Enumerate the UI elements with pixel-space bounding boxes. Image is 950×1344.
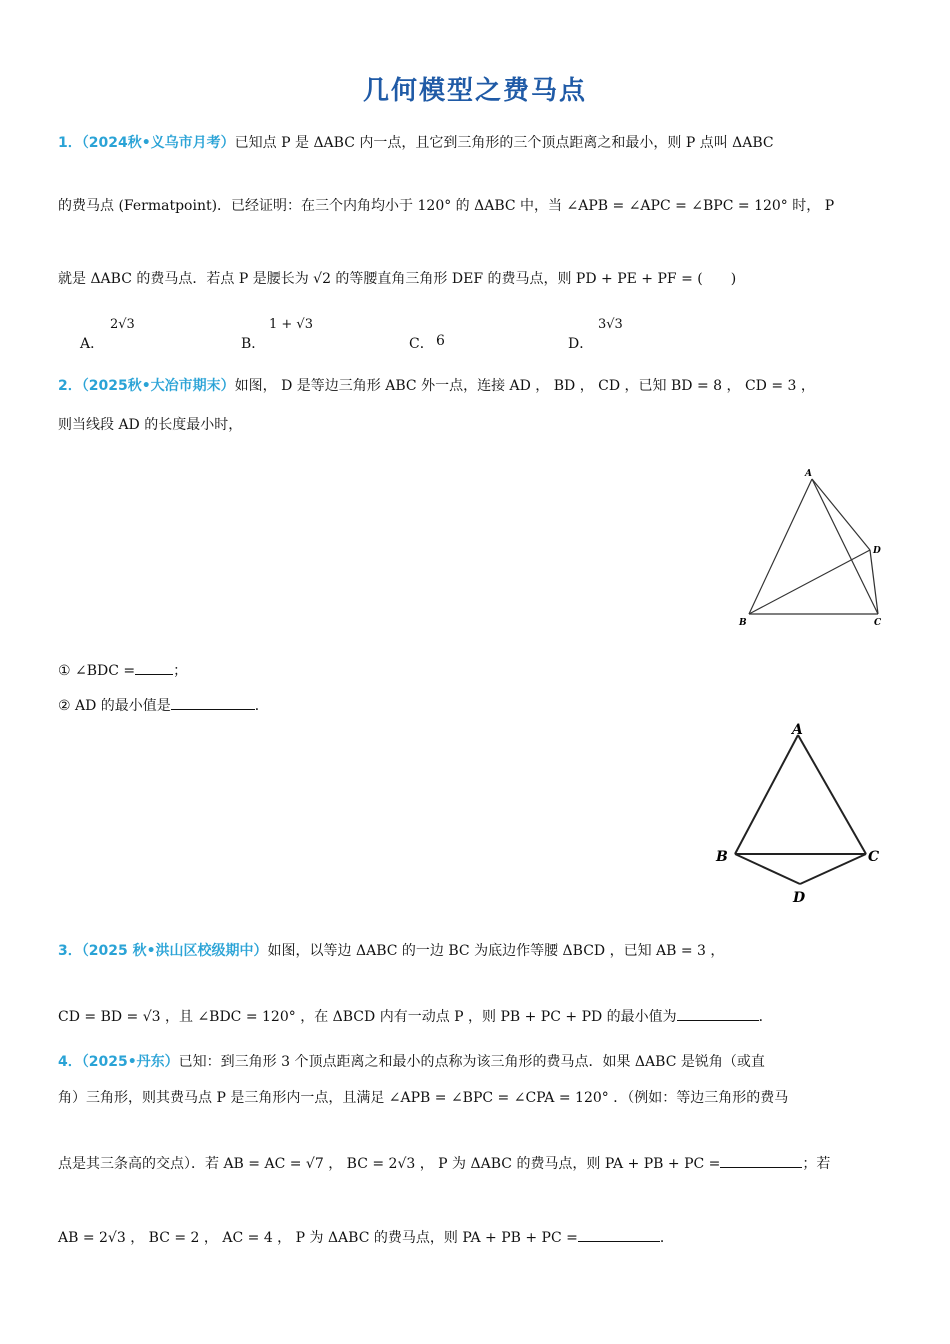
option-b-label: B． <box>241 336 266 352</box>
edge-ab <box>749 479 812 614</box>
question-3-number: 3． <box>58 943 82 959</box>
vertex-label-d: D <box>793 890 806 906</box>
option-a-value: 2√3 <box>110 317 135 332</box>
question-2-text-1: 如图， D 是等边三角形 ABC 外一点，连接 AD ， BD ， CD ，已知 BD = 8 ， CD = 3 ， <box>234 378 815 394</box>
question-4-source: （2025•丹东） <box>81 1054 179 1070</box>
question-2-sub-2 <box>58 694 269 716</box>
vertex-label-b: B <box>716 849 728 865</box>
edge-ac <box>812 479 878 614</box>
edge-ab <box>735 735 798 854</box>
sub-2-end: ． <box>254 698 269 714</box>
edge-cd <box>800 854 866 884</box>
question-2-source: （2025秋•大冶市期末） <box>81 378 235 394</box>
question-3-line-2 <box>58 1005 773 1027</box>
vertex-label-d: D <box>873 546 881 556</box>
question-3-answer-blank[interactable] <box>677 1005 759 1021</box>
question-2-sub-1 <box>58 659 187 681</box>
question-1-line-3: 就是 ΔABC 的费马点．若点 P 是腰长为 √2 的等腰直角三角形 DEF 的费马点，则 PD + PE + PF = ( ) <box>58 271 737 287</box>
question-4-answer-blank-2[interactable] <box>578 1226 660 1242</box>
vertex-label-a: A <box>792 722 803 738</box>
edge-bd <box>749 550 870 614</box>
edge-ac <box>798 735 866 854</box>
option-b-value: 1 + √3 <box>269 317 313 332</box>
option-c-label: C． <box>409 336 434 352</box>
vertex-label-c: C <box>874 618 882 628</box>
question-3-end: ． <box>758 1009 773 1025</box>
option-a-label: A． <box>80 336 105 352</box>
question-4-text-3: 点是其三条高的交点）．若 AB = AC = √7 ， BC = 2√3 ， P 为 ΔABC 的费马点，则 PA + PB + PC = <box>58 1156 721 1172</box>
question-2-number: 2． <box>58 378 82 394</box>
question-2-figure <box>728 462 890 630</box>
option-d-value: 3√3 <box>598 317 623 332</box>
question-3-text-1: 如图，以等边 ΔABC 的一边 BC 为底边作等腰 ΔBCD ，已知 AB = 3 ， <box>267 943 725 959</box>
vertex-label-c: C <box>868 849 880 865</box>
question-1-line-1 <box>58 133 774 153</box>
question-1-source: （2024秋•义乌市月考） <box>81 135 235 151</box>
option-d-label: D． <box>568 336 594 352</box>
option-c-value: 6 <box>436 333 445 349</box>
sub-1-text: ① ∠BDC = <box>58 663 136 679</box>
question-4-line-3 <box>58 1152 830 1174</box>
question-2-line-1 <box>58 376 815 396</box>
question-1-text-1: 已知点 P 是 ΔABC 内一点，且它到三角形的三个顶点距离之和最小，则 P 点叫 ΔABC <box>234 135 774 151</box>
sub-1-answer-blank[interactable] <box>135 659 173 675</box>
question-4-answer-blank-1[interactable] <box>720 1152 802 1168</box>
question-4-end-3: ；若 <box>802 1156 831 1172</box>
sub-1-end: ； <box>173 663 188 679</box>
question-4-line-2: 角）三角形，则其费马点 P 是三角形内一点，且满足 ∠APB = ∠BPC = ∠CPA = 120° ．（例如：等边三角形的费马 <box>58 1090 789 1106</box>
page-title: 几何模型之费马点 <box>362 76 587 106</box>
question-3-source: （2025 秋•洪山区校级期中） <box>81 943 268 959</box>
edge-bd <box>735 854 800 884</box>
question-4-text-4: AB = 2√3 ， BC = 2 ， AC = 4 ， P 为 ΔABC 的费马点，则 PA + PB + PC = <box>58 1230 578 1246</box>
question-2-line-2: 则当线段 AD 的长度最小时， <box>58 417 243 433</box>
question-4-line-4 <box>58 1226 674 1248</box>
question-4-text-1: 已知：到三角形 3 个顶点距离之和最小的点称为该三角形的费马点．如果 ΔABC 是锐角（或直 <box>178 1054 765 1070</box>
vertex-label-b: B <box>739 618 747 628</box>
question-4-number: 4． <box>58 1054 82 1070</box>
sub-2-answer-blank[interactable] <box>171 694 255 710</box>
edge-cd <box>870 550 878 614</box>
question-4-end-4: ． <box>659 1230 674 1246</box>
question-3-figure <box>708 716 888 912</box>
sub-2-text: ② AD 的最小值是 <box>58 698 171 714</box>
vertex-label-a: A <box>805 469 812 479</box>
question-1-line-2: 的费马点 (Fermatpoint)．已经证明：在三个内角均小于 120° 的 ΔABC 中，当 ∠APB = ∠APC = ∠BPC = 120° 时， P <box>58 198 835 214</box>
question-3-line-1 <box>58 941 724 961</box>
question-1-number: 1． <box>58 135 82 151</box>
question-3-text-2: CD = BD = √3 ，且 ∠BDC = 120° ，在 ΔBCD 内有一动点 P ，则 PB + PC + PD 的最小值为 <box>58 1009 677 1025</box>
question-4-line-1 <box>58 1052 765 1072</box>
